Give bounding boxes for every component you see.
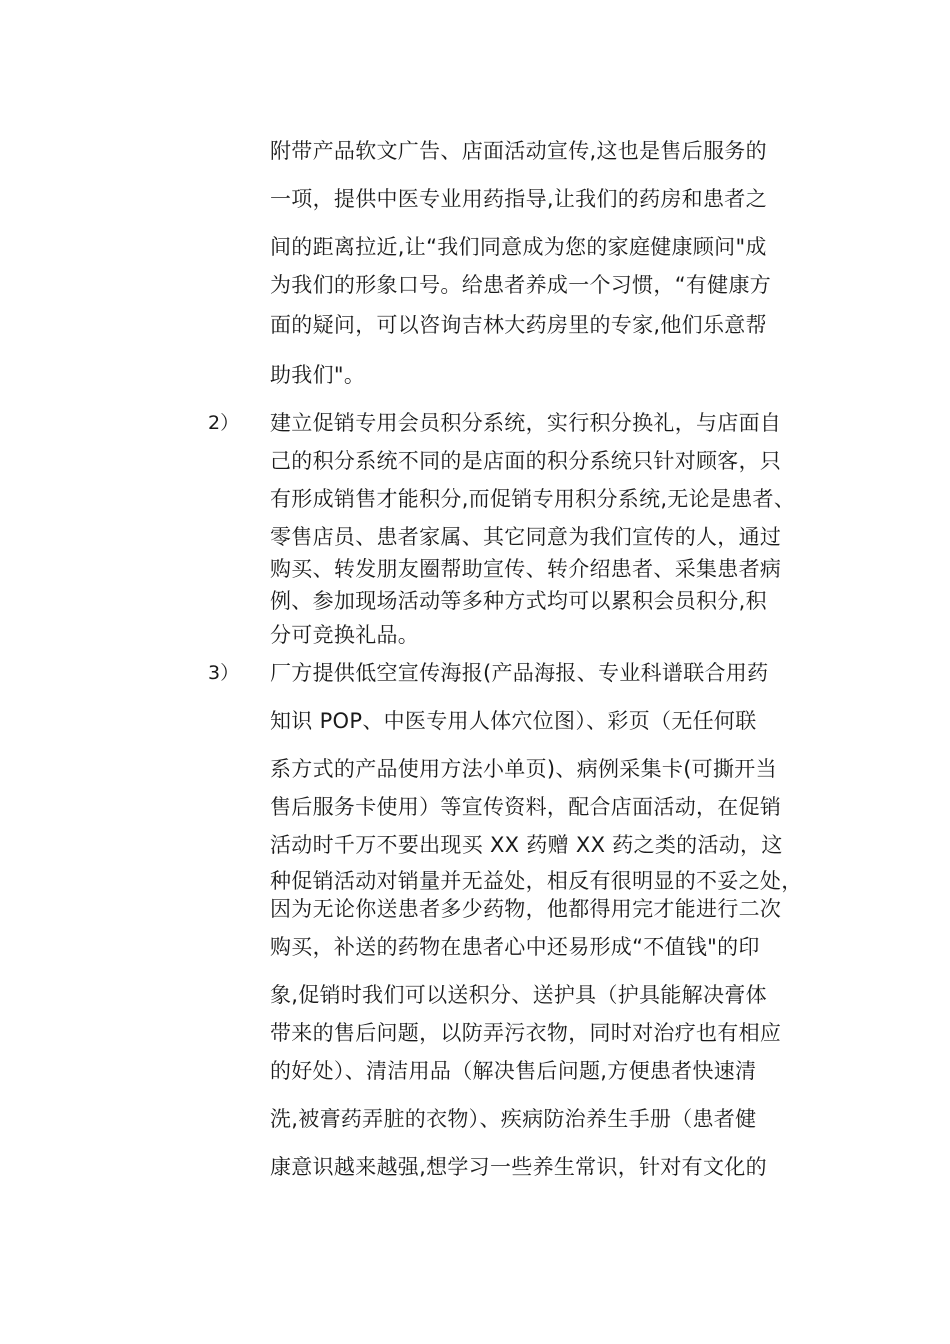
list-item-line: 例、参加现场活动等多种方式均可以累积会员积分,积: [270, 589, 767, 613]
list-number: 3）: [208, 662, 240, 684]
list-item-line: 售后服务卡使用）等宣传资料，配合店面活动，在促销: [270, 795, 782, 819]
list-item-line: 康意识越来越强,想学习一些养生常识，针对有文化的: [270, 1155, 767, 1179]
list-item-line: 厂方提供低空宣传海报(产品海报、专业科谱联合用药: [270, 661, 769, 685]
list-item-line: 分可竞换礼品。: [270, 623, 420, 647]
list-item-line: 己的积分系统不同的是店面的积分系统只针对顾客，只: [270, 449, 782, 473]
list-item-line: 活动时千万不要出现买 XX 药赠 XX 药之类的活动，这: [270, 833, 783, 857]
list-item-line: 知识 POP、中医专用人体穴位图）、彩页（无任何联: [270, 709, 757, 733]
paragraph-line: 附带产品软文广告、店面活动宣传,这也是售后服务的: [270, 139, 767, 163]
list-item-line: 有形成销售才能积分,而促销专用积分系统,无论是患者、: [270, 487, 796, 511]
paragraph-line: 间的距离拉近,让“我们同意成为您的家庭健康顾问"成: [270, 235, 767, 259]
list-item-line: 象,促销时我们可以送积分、送护具（护具能解决膏体: [270, 983, 767, 1007]
paragraph-line: 一项，提供中医专业用药指导,让我们的药房和患者之: [270, 187, 767, 211]
list-item-line: 系方式的产品使用方法小单页)、病例采集卡(可撕开当: [270, 757, 777, 781]
list-item-line: 带来的售后问题，以防弄污衣物，同时对治疗也有相应: [270, 1021, 782, 1045]
list-item-line: 洗,被膏药弄脏的衣物）、疾病防治养生手册（患者健: [270, 1107, 757, 1131]
list-item-line: 种促销活动对销量并无益处，相反有很明显的不妥之处，: [270, 869, 803, 893]
paragraph-line: 为我们的形象口号。给患者养成一个习惯，“有健康方: [270, 273, 772, 297]
paragraph-line: 助我们"。: [270, 363, 366, 387]
list-item-line: 零售店员、患者家属、其它同意为我们宣传的人，通过: [270, 525, 782, 549]
list-item-line: 购买，补送的药物在患者心中还易形成“不值钱"的印: [270, 935, 760, 959]
list-item-line: 购买、转发朋友圈帮助宣传、转介绍患者、采集患者病: [270, 557, 782, 581]
paragraph-line: 面的疑问，可以咨询吉林大药房里的专家,他们乐意帮: [270, 313, 767, 337]
list-item-line: 建立促销专用会员积分系统，实行积分换礼，与店面自: [270, 411, 782, 435]
list-item-line: 因为无论你送患者多少药物，他都得用完才能进行二次: [270, 897, 782, 921]
list-number: 2）: [208, 412, 240, 434]
list-item-line: 的好处）、清洁用品（解决售后问题,方便患者快速清: [270, 1059, 757, 1083]
